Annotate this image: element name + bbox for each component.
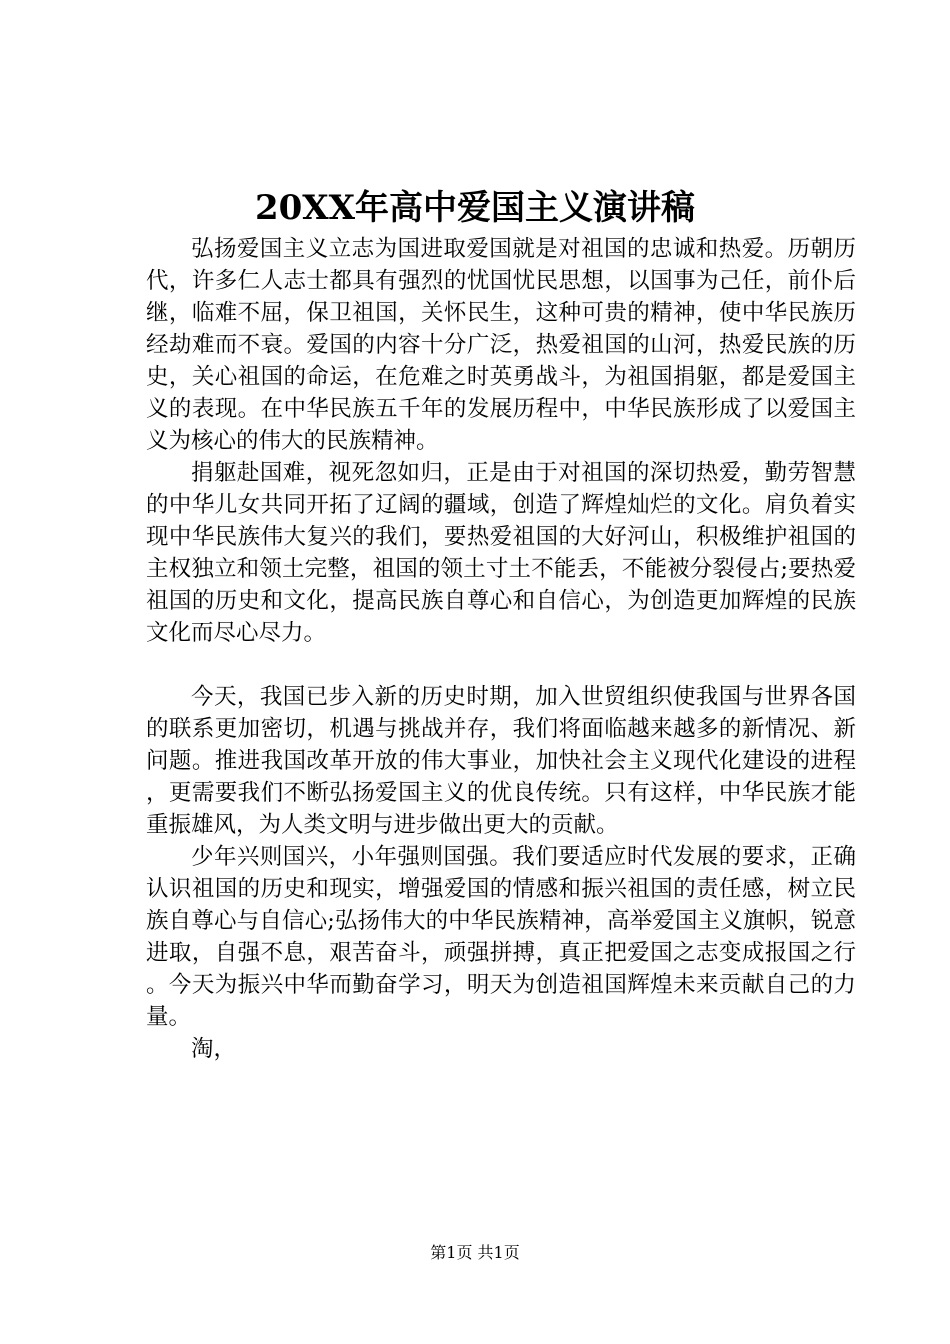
page-footer: 第1页 共1页 [430,1243,520,1262]
paragraph-3: 今天，我国已步入新的历史时期，加入世贸组织使我国与世界各国的联系更加密切，机遇与挑战并存，我们将面临越来越多的新情况、新问题。推进我国改革开放的伟大事业，加快社会主义现代化建设的进程，更需要我们不断弘扬爱国主义的优良传统。只有这样，中华民族才能重振雄风，为人类文明与进步做出更大的贡献。 [146,684,856,838]
document-title: 20XX年高中爱国主义演讲稿 [254,188,696,228]
document-body [146,233,856,1065]
paragraph-5: 淘， [191,1036,237,1062]
paragraph-2: 捐躯赴国难，视死忽如归，正是由于对祖国的深切热爱，勤劳智慧的中华儿女共同开拓了辽阔的疆域，创造了辉煌灿烂的文化。肩负着实现中华民族伟大复兴的我们，要热爱祖国的大好河山，积极维护祖国的主权独立和领土完整，祖国的领土寸土不能丢，不能被分裂侵占;要热爱祖国的历史和文化，提高民族自尊心和自信心，为创造更加辉煌的民族文化而尽心尽力。 [146,460,856,646]
paragraph-1: 弘扬爱国主义立志为国进取爱国就是对祖国的忠诚和热爱。历朝历代，许多仁人志士都具有强烈的忧国忧民思想，以国事为己任，前仆后继，临难不屈，保卫祖国，关怀民生，这种可贵的精神，使中华民族历经劫难而不衰。爱国的内容十分广泛，热爱祖国的山河，热爱民族的历史，关心祖国的命运，在危难之时英勇战斗，为祖国捐躯，都是爱国主义的表现。在中华民族五千年的发展历程中，中华民族形成了以爱国主义为核心的伟大的民族精神。 [146,236,856,454]
paragraph-4: 少年兴则国兴，小年强则国强。我们要适应时代发展的要求，正确认识祖国的历史和现实，增强爱国的情感和振兴祖国的责任感，树立民族自尊心与自信心;弘扬伟大的中华民族精神，高举爱国主义旗帜，锐意进取，自强不息，艰苦奋斗，顽强拼搏，真正把爱国之志变成报国之行。今天为振兴中华而勤奋学习，明天为创造祖国辉煌未来贡献自己的力量。 [146,844,856,1030]
